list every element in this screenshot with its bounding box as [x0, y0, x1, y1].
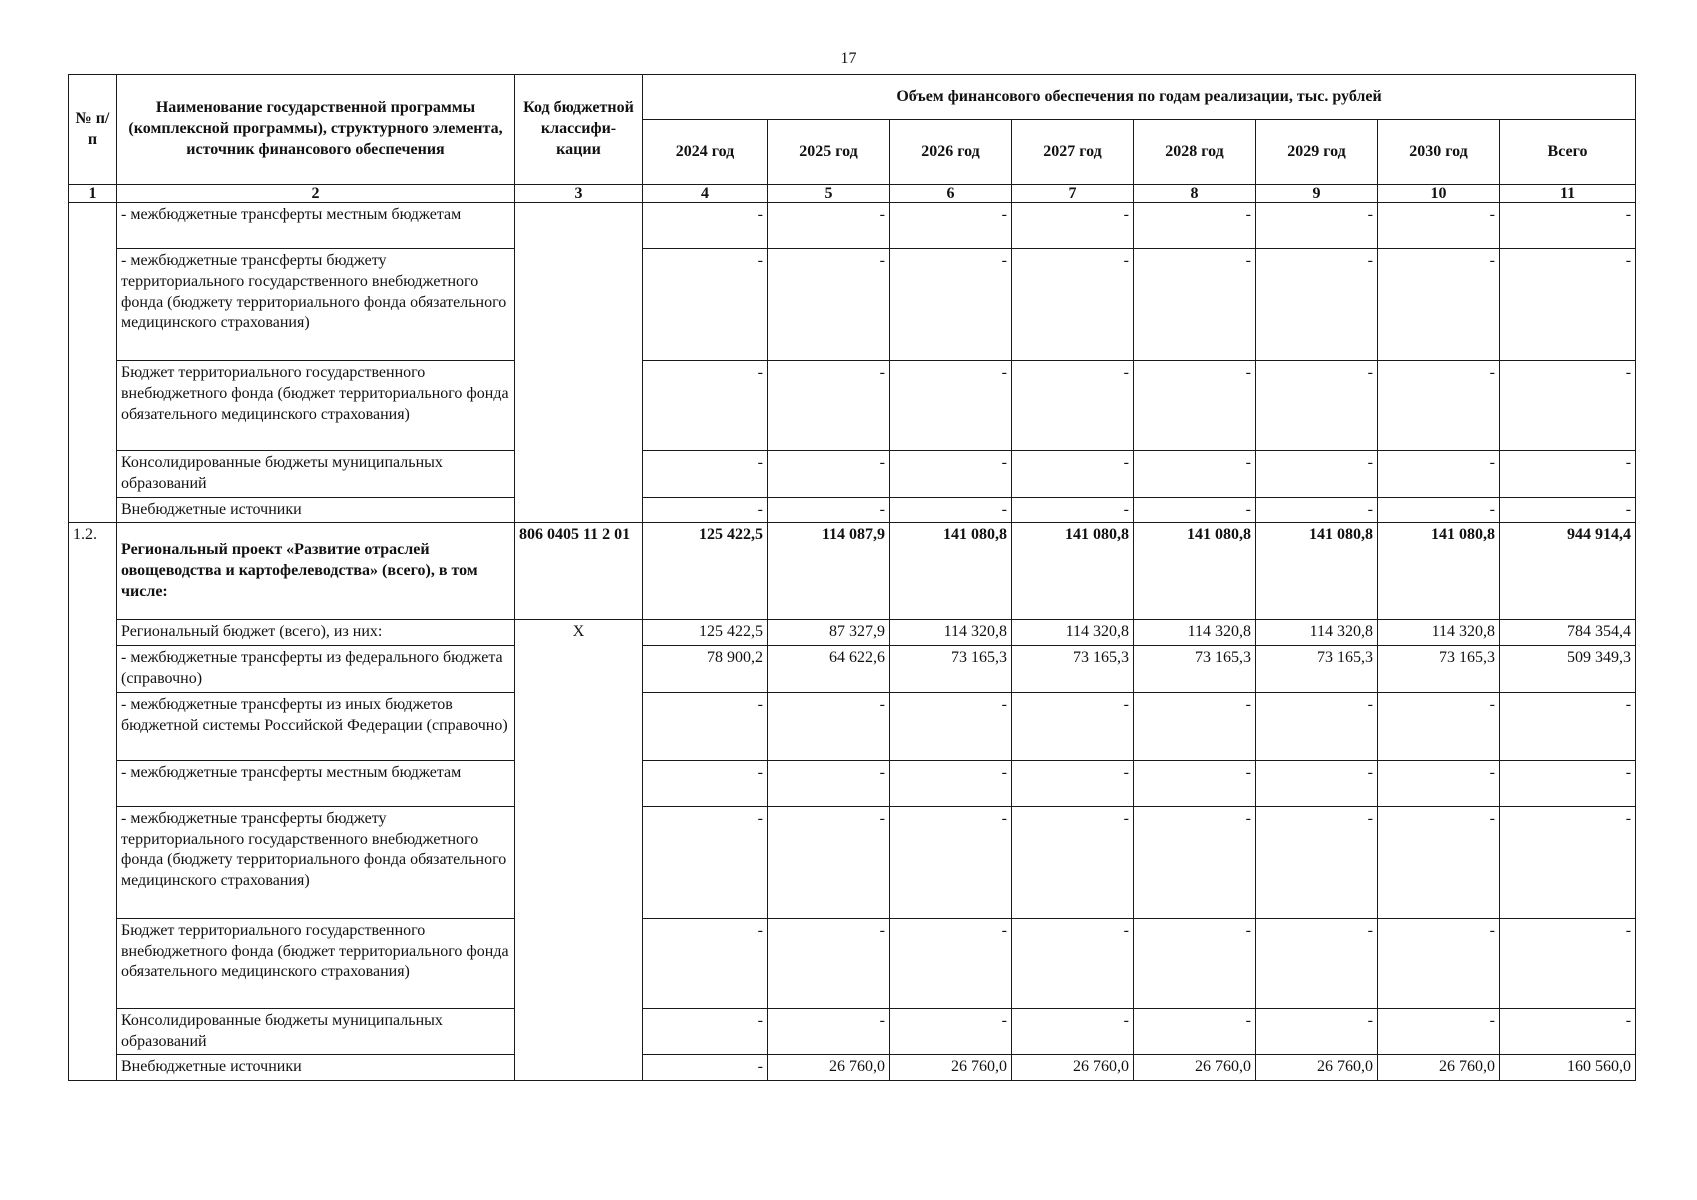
- table-row: [69, 806, 1636, 918]
- source-label: - межбюджетные трансферты местным бюджетам: [117, 203, 515, 249]
- header-year: 2027 год: [1012, 120, 1134, 185]
- column-number: 11: [1500, 185, 1636, 203]
- column-number: 5: [768, 185, 890, 203]
- year-value-cell: -: [1012, 203, 1134, 249]
- project-year-value: 141 080,8: [1378, 523, 1500, 620]
- year-value-cell: 114 320,8: [1134, 620, 1256, 646]
- year-value-cell: -: [1012, 692, 1134, 760]
- year-value-cell: -: [1256, 361, 1378, 451]
- column-number: 10: [1378, 185, 1500, 203]
- source-label: Региональный бюджет (всего), из них:: [117, 620, 515, 646]
- project-row: [69, 523, 1636, 620]
- project-year-value: 125 422,5: [643, 523, 768, 620]
- row-number-cell: [69, 203, 117, 523]
- year-value-cell: -: [1134, 806, 1256, 918]
- source-label: - межбюджетные трансферты из иных бюджетов бюджетной системы Российской Федерации (справочно): [117, 692, 515, 760]
- total-value-cell: -: [1500, 692, 1636, 760]
- year-value-cell: -: [1378, 361, 1500, 451]
- header-year: 2026 год: [890, 120, 1012, 185]
- table-body: [69, 203, 1636, 1081]
- year-value-cell: -: [643, 918, 768, 1008]
- year-value-cell: -: [1378, 1008, 1500, 1055]
- table-row: [69, 692, 1636, 760]
- year-value-cell: -: [1134, 1008, 1256, 1055]
- header-year: 2029 год: [1256, 120, 1378, 185]
- year-value-cell: -: [1378, 760, 1500, 806]
- column-number: 2: [117, 185, 515, 203]
- project-total-value: 944 914,4: [1500, 523, 1636, 620]
- header-volume: Объем финансового обеспечения по годам реализации, тыс. рублей: [643, 75, 1636, 120]
- year-value-cell: -: [1256, 249, 1378, 361]
- table-row: [69, 203, 1636, 249]
- year-value-cell: -: [643, 1008, 768, 1055]
- table-row: [69, 760, 1636, 806]
- year-value-cell: -: [643, 692, 768, 760]
- year-value-cell: -: [1378, 203, 1500, 249]
- year-value-cell: -: [1256, 760, 1378, 806]
- year-value-cell: -: [1134, 692, 1256, 760]
- code-cell: Х: [515, 620, 643, 1081]
- year-value-cell: 73 165,3: [1134, 646, 1256, 693]
- year-value-cell: 114 320,8: [1256, 620, 1378, 646]
- table-row: [69, 918, 1636, 1008]
- total-value-cell: -: [1500, 918, 1636, 1008]
- year-value-cell: -: [890, 361, 1012, 451]
- column-number: 7: [1012, 185, 1134, 203]
- table-row: [69, 361, 1636, 451]
- year-value-cell: -: [643, 806, 768, 918]
- page-number: 17: [840, 50, 857, 67]
- table-row: [69, 249, 1636, 361]
- column-number-row: [69, 185, 1636, 203]
- year-value-cell: -: [890, 1008, 1012, 1055]
- year-value-cell: 73 165,3: [1378, 646, 1500, 693]
- year-value-cell: -: [643, 249, 768, 361]
- table-row: [69, 451, 1636, 498]
- year-value-cell: -: [768, 249, 890, 361]
- project-year-value: 141 080,8: [890, 523, 1012, 620]
- year-value-cell: -: [643, 203, 768, 249]
- project-name: Региональный проект «Развитие отраслей овощеводства и картофелеводства» (всего), в том числе:: [117, 523, 515, 620]
- project-year-value: 141 080,8: [1012, 523, 1134, 620]
- source-label: Консолидированные бюджеты муниципальных образований: [117, 1008, 515, 1055]
- header-year: 2030 год: [1378, 120, 1500, 185]
- year-value-cell: 114 320,8: [890, 620, 1012, 646]
- year-value-cell: 26 760,0: [1012, 1055, 1134, 1081]
- project-year-value: 141 080,8: [1134, 523, 1256, 620]
- column-number: 3: [515, 185, 643, 203]
- year-value-cell: -: [890, 806, 1012, 918]
- year-value-cell: -: [1378, 249, 1500, 361]
- header-code: Код бюджетной классифи-кации: [515, 75, 643, 185]
- year-value-cell: -: [1134, 918, 1256, 1008]
- year-value-cell: -: [890, 760, 1012, 806]
- year-value-cell: 73 165,3: [1256, 646, 1378, 693]
- year-value-cell: -: [643, 760, 768, 806]
- year-value-cell: -: [1256, 451, 1378, 498]
- header-year: 2024 год: [643, 120, 768, 185]
- table-row: [69, 497, 1636, 523]
- header-name: Наименование государственной программы (комплексной программы), структурного элемента, источник финансового обеспечения: [117, 75, 515, 185]
- year-value-cell: 114 320,8: [1012, 620, 1134, 646]
- project-year-value: 114 087,9: [768, 523, 890, 620]
- code-cell: [515, 203, 643, 523]
- year-value-cell: -: [768, 451, 890, 498]
- year-value-cell: 26 760,0: [768, 1055, 890, 1081]
- source-label: - межбюджетные трансферты местным бюджетам: [117, 760, 515, 806]
- year-value-cell: -: [1134, 451, 1256, 498]
- total-value-cell: -: [1500, 203, 1636, 249]
- source-label: Консолидированные бюджеты муниципальных образований: [117, 451, 515, 498]
- year-value-cell: -: [1012, 1008, 1134, 1055]
- year-value-cell: -: [643, 361, 768, 451]
- year-value-cell: -: [1134, 497, 1256, 523]
- year-value-cell: 114 320,8: [1378, 620, 1500, 646]
- total-value-cell: -: [1500, 1008, 1636, 1055]
- year-value-cell: -: [1256, 203, 1378, 249]
- year-value-cell: -: [768, 760, 890, 806]
- column-number: 4: [643, 185, 768, 203]
- source-label: Внебюджетные источники: [117, 1055, 515, 1081]
- year-value-cell: -: [1012, 806, 1134, 918]
- year-value-cell: -: [890, 451, 1012, 498]
- year-value-cell: -: [1134, 203, 1256, 249]
- column-number: 1: [69, 185, 117, 203]
- year-value-cell: -: [890, 918, 1012, 1008]
- year-value-cell: 73 165,3: [1012, 646, 1134, 693]
- source-label: - межбюджетные трансферты бюджету территориального государственного внебюджетного фонда (бюджету территориального фонда обязательного медицинского страхования): [117, 806, 515, 918]
- column-number: 9: [1256, 185, 1378, 203]
- table-header: [69, 75, 1636, 203]
- project-year-value: 141 080,8: [1256, 523, 1378, 620]
- total-value-cell: 160 560,0: [1500, 1055, 1636, 1081]
- total-value-cell: 784 354,4: [1500, 620, 1636, 646]
- year-value-cell: -: [1378, 451, 1500, 498]
- year-value-cell: -: [1012, 249, 1134, 361]
- project-number: 1.2.: [69, 523, 117, 1081]
- year-value-cell: -: [768, 203, 890, 249]
- year-value-cell: -: [890, 249, 1012, 361]
- header-year: 2025 год: [768, 120, 890, 185]
- year-value-cell: -: [768, 806, 890, 918]
- year-value-cell: -: [768, 918, 890, 1008]
- table-row: [69, 620, 1636, 646]
- year-value-cell: -: [643, 1055, 768, 1081]
- year-value-cell: -: [1256, 497, 1378, 523]
- year-value-cell: -: [890, 692, 1012, 760]
- source-label: Бюджет территориального государственного внебюджетного фонда (бюджет территориального фонда обязательного медицинского страхования): [117, 361, 515, 451]
- source-label: - межбюджетные трансферты из федерального бюджета (справочно): [117, 646, 515, 693]
- year-value-cell: 26 760,0: [1256, 1055, 1378, 1081]
- total-value-cell: -: [1500, 451, 1636, 498]
- year-value-cell: -: [1012, 361, 1134, 451]
- source-label: Бюджет территориального государственного внебюджетного фонда (бюджет территориального фонда обязательного медицинского страхования): [117, 918, 515, 1008]
- project-code: 806 0405 11 2 01: [515, 523, 643, 620]
- year-value-cell: 26 760,0: [890, 1055, 1012, 1081]
- year-value-cell: -: [1378, 692, 1500, 760]
- year-value-cell: -: [768, 1008, 890, 1055]
- year-value-cell: -: [1256, 1008, 1378, 1055]
- year-value-cell: 26 760,0: [1134, 1055, 1256, 1081]
- total-value-cell: 509 349,3: [1500, 646, 1636, 693]
- year-value-cell: -: [1378, 806, 1500, 918]
- total-value-cell: -: [1500, 760, 1636, 806]
- source-label: Внебюджетные источники: [117, 497, 515, 523]
- year-value-cell: -: [768, 361, 890, 451]
- financing-table: [68, 74, 1636, 1081]
- year-value-cell: -: [890, 203, 1012, 249]
- total-value-cell: -: [1500, 497, 1636, 523]
- year-value-cell: -: [1378, 918, 1500, 1008]
- year-value-cell: 87 327,9: [768, 620, 890, 646]
- year-value-cell: -: [1012, 497, 1134, 523]
- year-value-cell: 78 900,2: [643, 646, 768, 693]
- year-value-cell: -: [1134, 361, 1256, 451]
- year-value-cell: -: [1012, 760, 1134, 806]
- year-value-cell: -: [768, 497, 890, 523]
- year-value-cell: -: [1134, 249, 1256, 361]
- year-value-cell: -: [1256, 692, 1378, 760]
- header-year: 2028 год: [1134, 120, 1256, 185]
- year-value-cell: 26 760,0: [1378, 1055, 1500, 1081]
- column-number: 6: [890, 185, 1012, 203]
- year-value-cell: -: [1256, 918, 1378, 1008]
- source-label: - межбюджетные трансферты бюджету территориального государственного внебюджетного фонда (бюджету территориального фонда обязательного медицинского страхования): [117, 249, 515, 361]
- total-value-cell: -: [1500, 361, 1636, 451]
- column-number: 8: [1134, 185, 1256, 203]
- year-value-cell: 64 622,6: [768, 646, 890, 693]
- table-row: [69, 1008, 1636, 1055]
- total-value-cell: -: [1500, 249, 1636, 361]
- year-value-cell: -: [1012, 451, 1134, 498]
- year-value-cell: 125 422,5: [643, 620, 768, 646]
- year-value-cell: -: [890, 497, 1012, 523]
- table-row: [69, 646, 1636, 693]
- table-row: [69, 1055, 1636, 1081]
- total-value-cell: -: [1500, 806, 1636, 918]
- year-value-cell: -: [1134, 760, 1256, 806]
- year-value-cell: -: [1378, 497, 1500, 523]
- year-value-cell: -: [1256, 806, 1378, 918]
- year-value-cell: -: [643, 497, 768, 523]
- header-total: Всего: [1500, 120, 1636, 185]
- year-value-cell: -: [768, 692, 890, 760]
- year-value-cell: -: [643, 451, 768, 498]
- header-number: № п/п: [69, 75, 117, 185]
- year-value-cell: 73 165,3: [890, 646, 1012, 693]
- year-value-cell: -: [1012, 918, 1134, 1008]
